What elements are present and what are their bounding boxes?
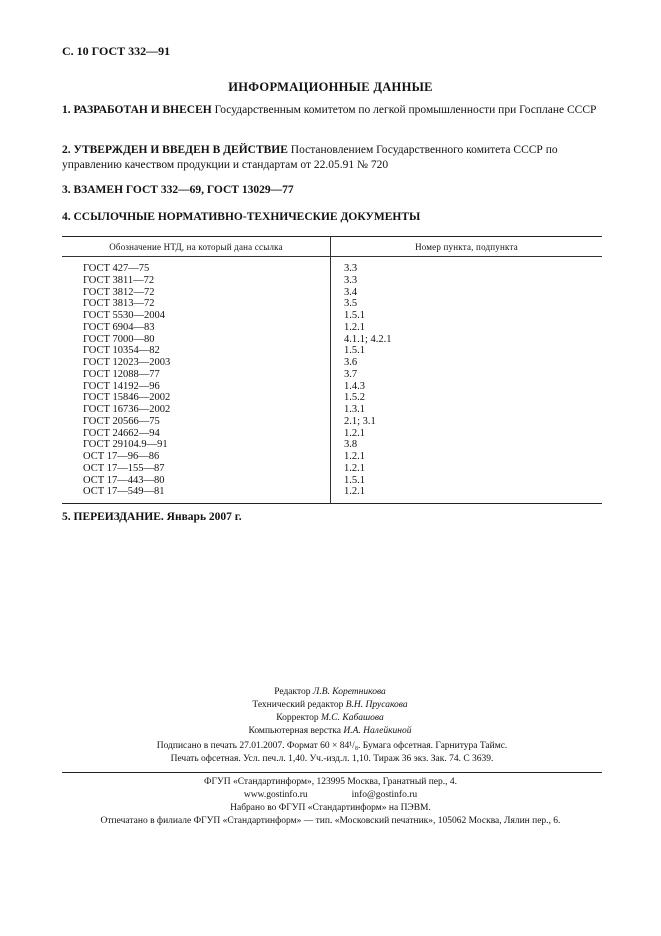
print-info [62, 740, 602, 766]
cell-clause: 3.6 [344, 357, 358, 368]
section-1-text: Государственным комитетом по легкой промышленности при Госплане СССР [211, 104, 597, 116]
publisher-address: ФГУП «Стандартинформ», 123995 Москва, Гранатный пер., 4. [203, 777, 458, 787]
cell-designation: ОСТ 17—549—81 [62, 486, 331, 503]
credit-name: М.С. Кабашова [321, 713, 384, 723]
section-2-lead: 2. УТВЕРЖДЕН И ВВЕДЕН В ДЕЙСТВИЕ [62, 144, 288, 156]
cell-designation: ГОСТ 12088—77 [62, 369, 331, 381]
cell-clause: 1.5.1 [344, 345, 365, 357]
section-4 [62, 210, 602, 225]
table-header-designation: Обозначение НТД, на который дана ссылка [62, 237, 331, 257]
credit-role: Технический редактор [252, 700, 346, 710]
table-row [62, 416, 602, 428]
credit-role: Редактор [274, 687, 313, 697]
credit-role: Корректор [276, 713, 322, 723]
table-row [62, 357, 602, 369]
cell-clause: 1.2.1 [344, 451, 365, 462]
credit-corrector [180, 712, 480, 725]
cell-designation: ГОСТ 24662—94 [62, 428, 331, 440]
credit-role: Компьютерная верстка [248, 726, 344, 736]
table-row [62, 381, 602, 393]
table-row [62, 475, 602, 487]
table-header-clause: Номер пункта, подпункта [415, 241, 518, 252]
cell-clause: 4.1.1; 4.2.1 [344, 333, 392, 345]
cell-designation: ГОСТ 12023—2003 [62, 357, 331, 369]
cell-clause: 1.2.1 [344, 462, 365, 474]
table-row [62, 451, 602, 463]
credit-tech-editor [180, 699, 480, 712]
section-5-lead: 5. ПЕРЕИЗДАНИЕ. Январь 2007 г. [62, 511, 242, 523]
table-row [62, 392, 602, 404]
section-4-lead: 4. ССЫЛОЧНЫЕ НОРМАТИВНО-ТЕХНИЧЕСКИЕ ДОКУМЕНТЫ [62, 211, 421, 223]
references-table [62, 236, 602, 504]
cell-designation: ГОСТ 20566—75 [62, 416, 331, 428]
credit-name: Л.В. Коретникова [312, 687, 386, 697]
section-3 [62, 183, 602, 198]
credit-name: И.А. Налейкиной [343, 726, 412, 736]
section-5 [62, 510, 602, 525]
section-2-text: Постановлением Государственного комитета СССР по управлению качеством продукции и стандартам от 22.05.91 № 720 [62, 144, 558, 171]
page-header: С. 10 ГОСТ 332—91 [62, 44, 171, 58]
cell-clause: 3.3 [344, 263, 358, 274]
document-title: ИНФОРМАЦИОННЫЕ ДАННЫЕ [228, 80, 433, 94]
cell-designation: ГОСТ 3813—72 [62, 298, 331, 310]
cell-designation: ГОСТ 3811—72 [62, 275, 331, 287]
cell-designation: ОСТ 17—155—87 [62, 463, 331, 475]
cell-designation: ГОСТ 14192—96 [62, 381, 331, 393]
section-3-lead: 3. ВЗАМЕН ГОСТ 332—69, ГОСТ 13029—77 [62, 184, 294, 196]
cell-designation: ГОСТ 6904—83 [62, 322, 331, 334]
cell-clause: 3.3 [344, 274, 358, 286]
cell-clause: 1.5.2 [344, 392, 365, 404]
table-row [62, 298, 602, 310]
table-row [62, 463, 602, 475]
table-row [62, 428, 602, 440]
cell-designation: ГОСТ 5530—2004 [62, 310, 331, 322]
cell-clause: 1.3.1 [344, 404, 365, 415]
cell-designation: ГОСТ 7000—80 [62, 334, 331, 346]
table-row [62, 334, 602, 346]
credit-name: В.Н. Прусакова [345, 700, 408, 710]
table-row [62, 322, 602, 334]
cell-clause: 1.2.1 [344, 321, 365, 333]
table-row [62, 439, 602, 451]
cell-clause: 3.8 [344, 439, 358, 451]
cell-designation: ГОСТ 3812—72 [62, 287, 331, 299]
cell-clause: 1.5.1 [344, 310, 365, 321]
table-header-row [62, 237, 602, 257]
cell-designation: ОСТ 17—443—80 [62, 475, 331, 487]
cell-designation: ГОСТ 427—75 [62, 257, 331, 275]
cell-clause: 3.7 [344, 368, 358, 380]
cell-clause: 1.4.3 [344, 380, 365, 392]
publisher-website[interactable]: www.gostinfo.ru [243, 790, 308, 800]
print-info-line-1: Подписано в печать 27.01.2007. Формат 60 × 84¹/₈. Бумага офсетная. Гарнитура Таймс. [156, 741, 508, 751]
cell-clause: 3.5 [344, 298, 358, 310]
cell-designation: ГОСТ 10354—82 [62, 345, 331, 357]
table-row [62, 345, 602, 357]
publisher-contacts [20, 789, 641, 802]
section-2 [62, 143, 602, 173]
table-row [62, 257, 602, 275]
table-row [62, 287, 602, 299]
section-1 [62, 103, 602, 118]
cell-designation: ОСТ 17—96—86 [62, 451, 331, 463]
cell-clause: 2.1; 3.1 [344, 415, 376, 427]
divider [62, 772, 602, 773]
cell-clause: 1.2.1 [344, 427, 365, 439]
publisher-email[interactable]: info@gostinfo.ru [351, 790, 418, 800]
table-row [62, 486, 602, 503]
credit-layout [180, 725, 480, 738]
credits-block [180, 686, 480, 738]
cell-clause: 3.4 [344, 286, 358, 298]
publisher-block [20, 776, 641, 828]
credit-editor [180, 686, 480, 699]
table-row [62, 404, 602, 416]
print-info-line-2: Печать офсетная. Усл. печ.л. 1,40. Уч.-изд.л. 1,10. Тираж 36 экз. Зак. 74. С 3639. [170, 754, 494, 764]
publisher-typeset: Набрано во ФГУП «Стандартинформ» на ПЭВМ. [230, 803, 431, 813]
cell-designation: ГОСТ 16736—2002 [62, 404, 331, 416]
cell-clause: 1.5.1 [344, 474, 365, 486]
table-row [62, 369, 602, 381]
table-row [62, 275, 602, 287]
cell-designation: ГОСТ 29104.9—91 [62, 439, 331, 451]
table-body [62, 257, 602, 504]
table-row [62, 310, 602, 322]
cell-clause: 1.2.1 [344, 486, 365, 498]
section-1-lead: 1. РАЗРАБОТАН И ВНЕСЕН [62, 104, 212, 116]
cell-designation: ГОСТ 15846—2002 [62, 392, 331, 404]
publisher-printed: Отпечатано в филиале ФГУП «Стандартинформ» — тип. «Московский печатник», 105062 Москва, Лялин пер., 6. [100, 816, 561, 826]
